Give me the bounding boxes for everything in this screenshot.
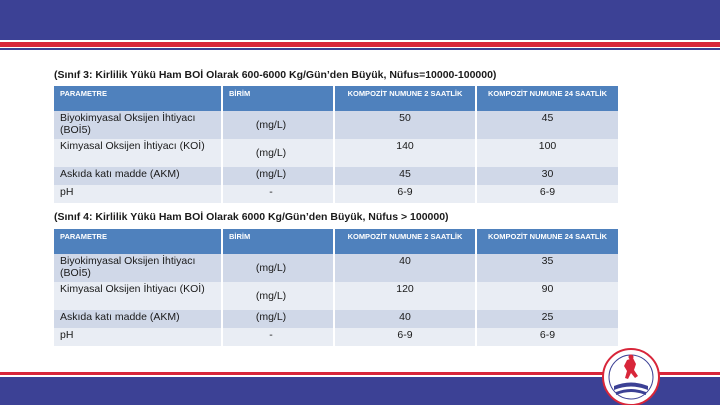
section2-title: (Sınıf 4: Kirlilik Yükü Ham BOİ Olarak 6000 Kg/Gün’den Büyük, Nüfus > 100000) [54,211,449,223]
top-red-stripe [0,42,720,47]
value-24h-cell: 6-9 [476,328,618,346]
param-cell: Biyokimyasal Oksijen İhtiyacı (BOİ5) [54,254,222,282]
value-24h-cell: 100 [476,139,618,167]
value-2h-cell: 45 [334,167,476,185]
value-2h-cell: 120 [334,282,476,310]
table-row [54,167,618,185]
param-cell: pH [54,185,222,203]
param-cell: Askıda katı madde (AKM) [54,310,222,328]
table-row [54,111,618,139]
unit-cell: (mg/L) [222,167,334,185]
top-banner [0,0,720,40]
unit-cell: (mg/L) [222,310,334,328]
value-2h-cell: 140 [334,139,476,167]
unit-cell: - [222,328,334,346]
table-row [54,185,618,203]
table-row [54,254,618,282]
value-2h-cell: 6-9 [334,328,476,346]
value-2h-cell: 50 [334,111,476,139]
section2-table [54,229,618,346]
value-24h-cell: 35 [476,254,618,282]
value-2h-cell: 6-9 [334,185,476,203]
header-composite-2h: KOMPOZİT NUMUNE 2 SAATLİK [334,229,476,254]
unit-cell: - [222,185,334,203]
table-row [54,139,618,167]
header-birim: BİRİM [222,229,334,254]
header-parametre: PARAMETRE [54,229,222,254]
param-cell: pH [54,328,222,346]
table-row [54,328,618,346]
header-birim: BİRİM [222,86,334,111]
header-composite-24h: KOMPOZİT NUMUNE 24 SAATLİK [476,229,618,254]
table-header-row [54,86,618,111]
param-cell: Askıda katı madde (AKM) [54,167,222,185]
unit-cell: (mg/L) [222,111,334,139]
section1-title: (Sınıf 3: Kirlilik Yükü Ham BOİ Olarak 600-6000 Kg/Gün’den Büyük, Nüfus=10000-100000) [54,69,497,81]
param-cell: Kimyasal Oksijen İhtiyacı (KOİ) [54,139,222,167]
section1-table [54,86,618,203]
header-composite-2h: KOMPOZİT NUMUNE 2 SAATLİK [334,86,476,111]
unit-cell: (mg/L) [222,139,334,167]
value-24h-cell: 90 [476,282,618,310]
header-parametre: PARAMETRE [54,86,222,111]
value-24h-cell: 6-9 [476,185,618,203]
value-24h-cell: 25 [476,310,618,328]
table-row [54,282,618,310]
table-row [54,310,618,328]
unit-cell: (mg/L) [222,282,334,310]
header-composite-24h: KOMPOZİT NUMUNE 24 SAATLİK [476,86,618,111]
value-24h-cell: 45 [476,111,618,139]
top-blue-stripe [0,48,720,50]
param-cell: Kimyasal Oksijen İhtiyacı (KOİ) [54,282,222,310]
value-24h-cell: 30 [476,167,618,185]
value-2h-cell: 40 [334,310,476,328]
table-header-row [54,229,618,254]
value-2h-cell: 40 [334,254,476,282]
university-seal-icon [600,346,662,405]
param-cell: Biyokimyasal Oksijen İhtiyacı (BOİ5) [54,111,222,139]
unit-cell: (mg/L) [222,254,334,282]
